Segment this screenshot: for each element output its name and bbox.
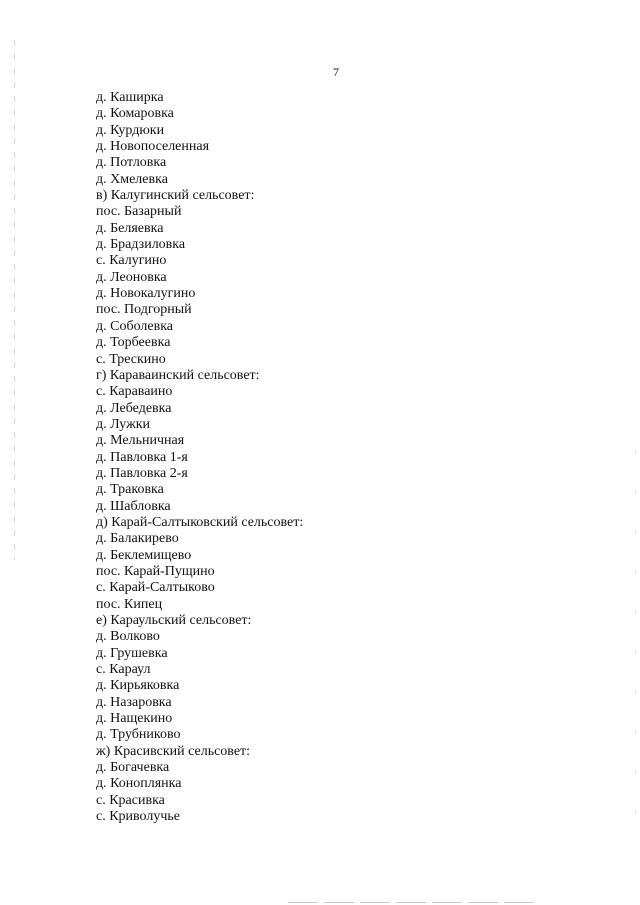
list-item: с. Красивка [96,792,165,808]
list-item: д. Беляевка [96,220,164,236]
list-item: д. Новокалугино [96,286,196,302]
list-item: пос. Карай-Пущино [96,563,215,579]
list-item: д. Брадзиловка [96,237,186,253]
list-item: д. Павловка 2-я [96,465,188,481]
list-item: с. Трескино [96,351,166,367]
list-item: д. Волково [96,629,160,645]
list-item: д. Кирьяковка [96,678,180,694]
list-item: д. Мельничная [96,433,185,449]
list-item: д. Беклемищево [96,547,192,563]
list-item: д. Новопоселенная [96,139,210,155]
list-item: д. Торбеевка [96,335,171,351]
list-item: д. Соболевка [96,318,174,334]
list-item: д. Шабловка [96,498,171,514]
list-item: д. Комаровка [96,106,174,122]
list-item: д. Каширка [96,90,164,105]
list-item: д. Траковка [96,482,164,498]
list-item: д. Лужки [96,416,151,432]
scan-artifact-bottom [288,902,538,903]
section-heading: е) Караульский сельсовет: [96,613,252,628]
section-heading: д) Карай-Салтыковский сельсовет: [96,514,304,530]
list-item: с. Криволучье [96,809,180,825]
list-item: д. Богачевка [96,760,170,776]
list-item: д. Коноплянка [96,776,182,792]
list-item: пос. Кипец [96,596,163,612]
list-item: д. Потловка [96,155,167,171]
list-item: пос. Подгорный [96,302,192,318]
settlement-list [96,90,303,825]
list-item: с. Карай-Салтыково [96,580,215,596]
list-item: д. Назаровка [96,694,172,710]
list-item: д. Трубниково [96,727,181,743]
scan-artifact-right [635,450,636,850]
list-item: с. Калугино [96,253,167,269]
list-item: д. Лебедевка [96,400,172,416]
page-number: 7 [333,65,339,79]
list-item: д. Курдюки [96,122,165,138]
list-item: с. Караваино [96,384,173,400]
section-heading: ж) Красивский сельсовет: [96,743,251,759]
section-heading: г) Караваинский сельсовет: [96,367,260,383]
list-item: д. Балакирево [96,531,179,547]
list-item: пос. Базарный [96,204,182,220]
section-heading: в) Калугинский сельсовет: [96,188,255,204]
list-item: д. Грушевка [96,645,168,661]
list-item: д. Нащекино [96,711,173,727]
list-item: д. Павловка 1-я [96,449,188,465]
scan-artifact-left [14,40,15,560]
list-item: д. Леоновка [96,269,167,285]
list-item: д. Хмелевка [96,171,168,187]
list-item: с. Караул [96,662,151,678]
